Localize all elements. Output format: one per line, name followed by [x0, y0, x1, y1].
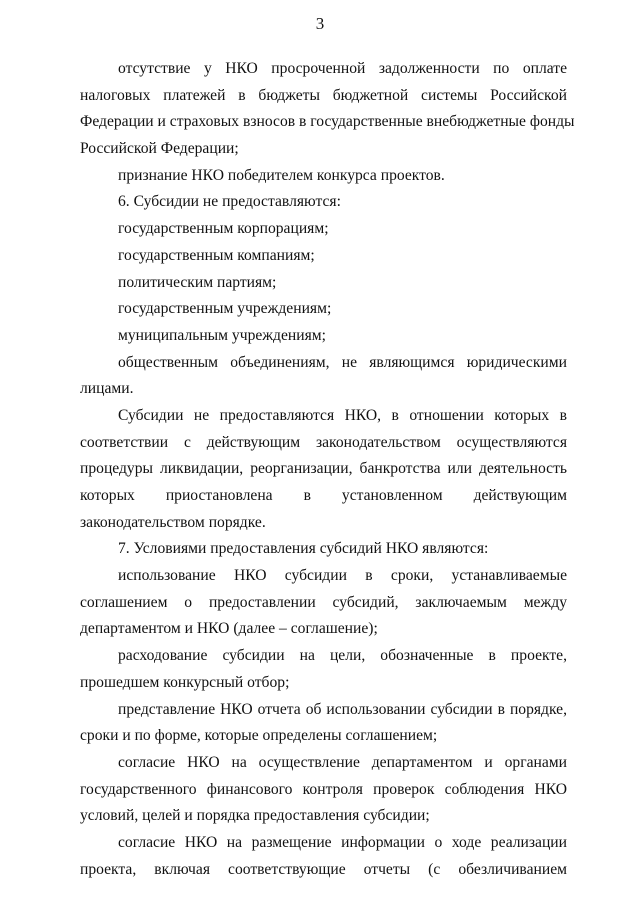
- text-line: согласие НКО на осуществление департаментом и органами: [118, 753, 567, 771]
- document-body: [80, 56, 575, 883]
- text-line: лицами.: [80, 380, 134, 398]
- text-line: представление НКО отчета об использовании субсидии в порядке,: [118, 700, 567, 718]
- text-line: Субсидии не предоставляются НКО, в отношении которых в: [118, 406, 567, 424]
- text-line: 7. Условиями предоставления субсидий НКО являются:: [118, 540, 489, 558]
- text-line: общественным объединениям, не являющимся юридическими: [118, 353, 567, 371]
- text-line: соглашением о предоставлении субсидий, заключаемым между: [80, 593, 567, 611]
- text-line: согласие НКО на размещение информации о ходе реализации: [118, 833, 567, 851]
- text-line: условий, целей и порядка предоставления субсидии;: [80, 807, 430, 825]
- text-line: муниципальным учреждениям;: [118, 326, 326, 344]
- text-line: 6. Субсидии не предоставляются:: [118, 193, 341, 211]
- text-line: которых приостановлена в установленном действующим: [80, 487, 567, 504]
- text-line: признание НКО победителем конкурса проектов.: [118, 166, 445, 184]
- text-line: департаментом и НКО (далее – соглашение);: [80, 620, 378, 638]
- text-line: политическим партиям;: [118, 273, 277, 291]
- text-line: процедуры ликвидации, реорганизации, банкротства или деятельность: [80, 460, 567, 478]
- text-line: государственным корпорациям;: [118, 220, 329, 238]
- page-number: 3: [315, 14, 325, 33]
- text-line: соответствии с действующим законодательством осуществляются: [80, 433, 567, 451]
- text-line: Российской Федерации;: [80, 140, 239, 158]
- text-line: законодательством порядке.: [80, 513, 266, 531]
- text-line: отсутствие у НКО просроченной задолженности по оплате: [118, 60, 567, 77]
- text-line: Федерации и страховых взносов в государственные внебюджетные фонды: [80, 113, 575, 131]
- text-line: государственным учреждениям;: [118, 300, 332, 318]
- text-line: государственным компаниям;: [118, 246, 315, 264]
- text-line: проекта, включая соответствующие отчеты (с обезличиванием: [80, 860, 567, 878]
- text-line: использование НКО субсидии в сроки, устанавливаемые: [118, 567, 567, 585]
- text-line: прошедшем конкурсный отбор;: [80, 673, 290, 691]
- text-line: сроки и по форме, которые определены соглашением;: [80, 727, 438, 745]
- text-line: расходование субсидии на цели, обозначенные в проекте,: [118, 647, 567, 665]
- text-line: государственного финансового контроля проверок соблюдения НКО: [80, 780, 567, 798]
- text-line: налоговых платежей в бюджеты бюджетной системы Российской: [80, 86, 567, 104]
